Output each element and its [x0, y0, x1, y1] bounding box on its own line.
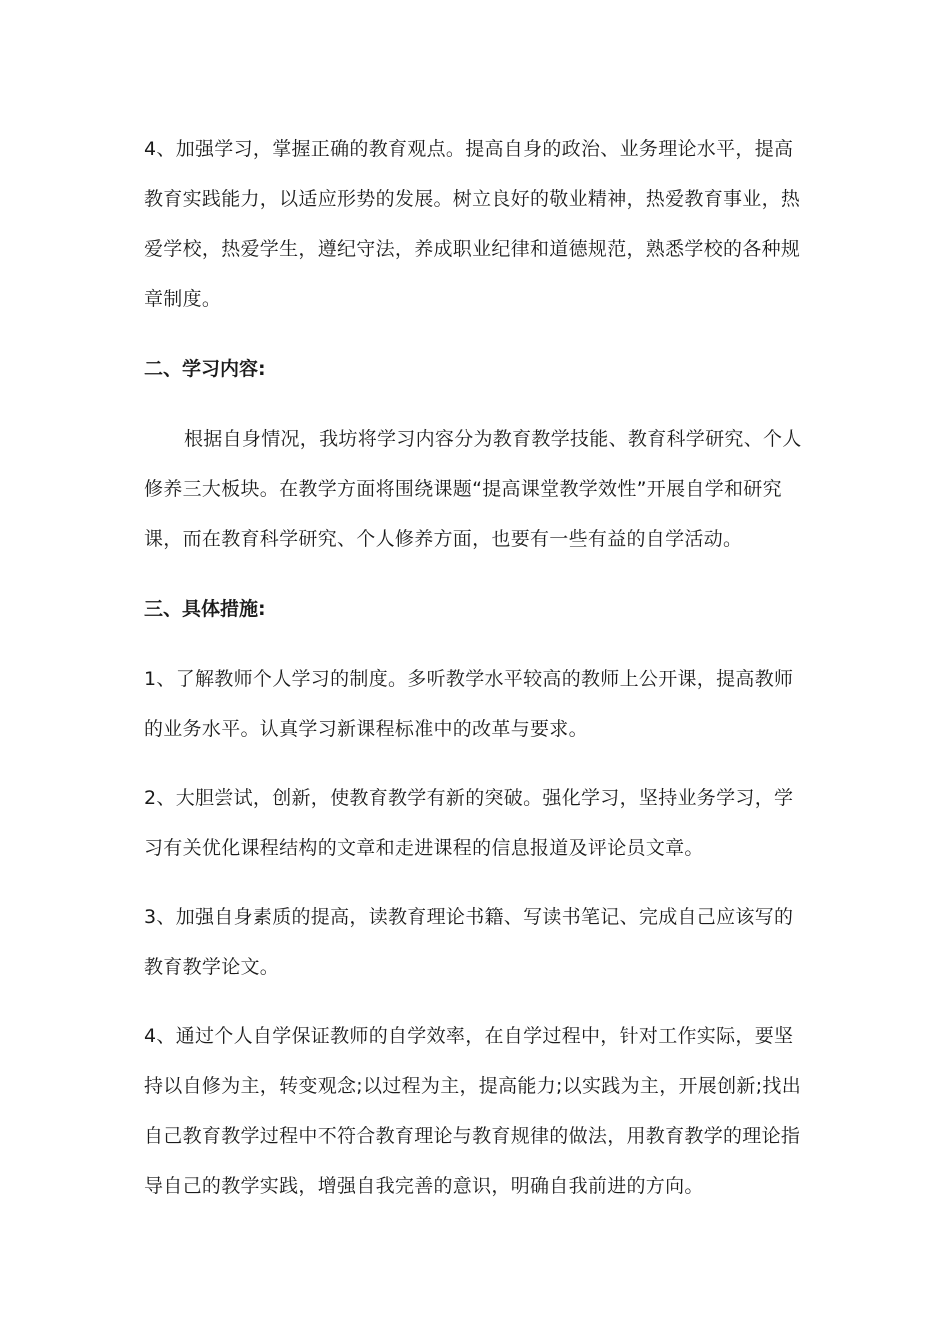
measure-item-2: 2、大胆尝试，创新，使教育教学有新的突破。强化学习，坚持业务学习，学习有关优化课程结构的文章和走进课程的信息报道及评论员文章。 — [144, 787, 794, 859]
paragraph-learning-content: 根据自身情况，我坊将学习内容分为教育教学技能、教育科学研究、个人修养三大板块。在教学方面将围绕课题“提高课堂教学效性”开展自学和研究课，而在教育科学研究、个人修养方面，也要有一些有益的自学活动。 — [144, 428, 802, 550]
paragraph-strengthen-learning: 4、加强学习，掌握正确的教育观点。提高自身的政治、业务理论水平，提高教育实践能力，以适应形势的发展。树立良好的敬业精神，热爱教育事业，热爱学校，热爱学生，遵纪守法，养成职业纪律和道德规范，熟悉学校的各种规章制度。 — [144, 138, 801, 310]
measure-item-1: 1、了解教师个人学习的制度。多听教学水平较高的教师上公开课，提高教师的业务水平。认真学习新课程标准中的改革与要求。 — [144, 668, 794, 740]
section-heading-measures: 三、具体措施: — [144, 598, 266, 620]
measure-item-4: 4、通过个人自学保证教师的自学效率，在自学过程中，针对工作实际，要坚持以自修为主，转变观念;以过程为主，提高能力;以实践为主，开展创新;找出自己教育教学过程中不符合教育理论与教育规律的做法，用教育教学的理论指导自己的教学实践，增强自我完善的意识，明确自我前进的方向。 — [144, 1025, 802, 1197]
document-page — [144, 124, 809, 1211]
section-heading-learning-content: 二、学习内容: — [144, 358, 266, 380]
measure-item-3: 3、加强自身素质的提高，读教育理论书籍、写读书笔记、完成自己应该写的教育教学论文。 — [144, 906, 794, 978]
